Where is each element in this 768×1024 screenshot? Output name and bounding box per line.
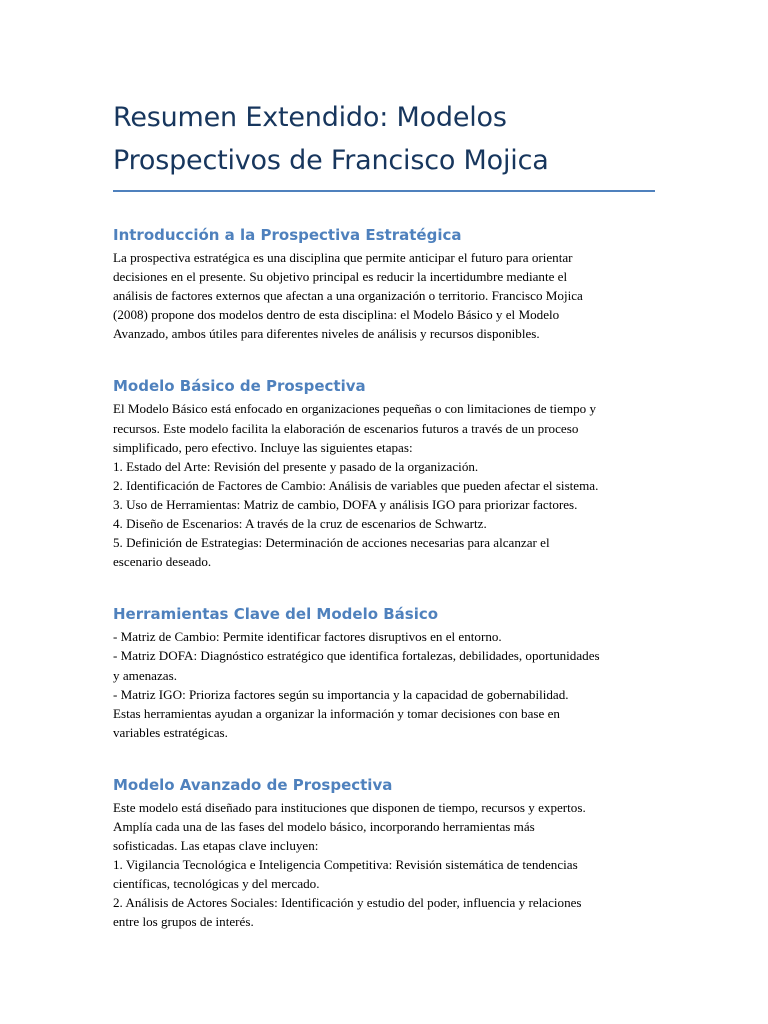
section-heading: Modelo Avanzado de Prospectiva	[113, 775, 393, 794]
list-item: escenario deseado.	[113, 554, 212, 570]
section-heading: Herramientas Clave del Modelo Básico	[113, 605, 439, 624]
section-paragraph	[113, 627, 658, 742]
list-item: - Matriz DOFA: Diagnóstico estratégico que identifica fortalezas, debilidades, oportunidades	[113, 648, 600, 664]
paragraph-line: Este modelo está diseñado para instituciones que disponen de tiempo, recursos y expertos.	[113, 799, 586, 815]
title-underline-rule	[113, 190, 655, 192]
list-item: entre los grupos de interés.	[113, 914, 254, 930]
list-item: 1. Estado del Arte: Revisión del presente y pasado de la organización.	[113, 458, 479, 474]
paragraph-line: Estas herramientas ayudan a organizar la información y tomar decisiones con base en	[113, 705, 560, 721]
paragraph-line: decisiones en el presente. Su objetivo principal es reducir la incertidumbre mediante el	[113, 269, 568, 285]
paragraph-line: variables estratégicas.	[113, 724, 228, 740]
section-modelo-avanzado	[113, 774, 658, 932]
paragraph-line: (2008) propone dos modelos dentro de esta disciplina: el Modelo Básico y el Modelo	[113, 307, 560, 323]
paragraph-line: Amplía cada una de las fases del modelo básico, incorporando herramientas más	[113, 818, 535, 834]
section-heading: Introducción a la Prospectiva Estratégica	[113, 226, 462, 244]
list-item: 2. Identificación de Factores de Cambio: Análisis de variables que pueden afectar el sistema.	[113, 477, 599, 493]
list-item: 5. Definición de Estrategias: Determinación de acciones necesarias para alcanzar el	[113, 535, 550, 551]
paragraph-line: Avanzado, ambos útiles para diferentes niveles de análisis y recursos disponibles.	[113, 326, 540, 342]
list-item: y amenazas.	[113, 667, 177, 683]
list-item: 1. Vigilancia Tecnológica e Inteligencia Competitiva: Revisión sistemática de tendencias	[113, 857, 578, 873]
section-heading: Modelo Básico de Prospectiva	[113, 377, 366, 396]
section-paragraph	[113, 399, 658, 571]
document-title-line-2: Prospectivos de Francisco Mojica	[113, 145, 549, 176]
document-title	[113, 96, 658, 182]
list-item: - Matriz IGO: Prioriza factores según su importancia y la capacidad de gobernabilidad.	[113, 686, 569, 702]
list-item: 3. Uso de Herramientas: Matriz de cambio, DOFA y análisis IGO para priorizar factores.	[113, 496, 578, 512]
section-herramientas-clave	[113, 603, 658, 742]
paragraph-line: El Modelo Básico está enfocado en organizaciones pequeñas o con limitaciones de tiempo y	[113, 401, 596, 417]
document-title-line-1: Resumen Extendido: Modelos	[113, 102, 507, 133]
paragraph-line: sofisticadas. Las etapas clave incluyen:	[113, 838, 319, 854]
section-paragraph	[113, 248, 658, 343]
section-introduccion	[113, 224, 658, 343]
paragraph-line: recursos. Este modelo facilita la elaboración de escenarios futuros a través de un proceso	[113, 420, 579, 436]
list-item: 2. Análisis de Actores Sociales: Identificación y estudio del poder, influencia y relaciones	[113, 895, 582, 911]
list-item: 4. Diseño de Escenarios: A través de la cruz de escenarios de Schwartz.	[113, 516, 487, 532]
paragraph-line: La prospectiva estratégica es una disciplina que permite anticipar el futuro para orientar	[113, 250, 573, 265]
paragraph-line: análisis de factores externos que afectan a una organización o territorio. Francisco Mojica	[113, 288, 583, 304]
section-paragraph	[113, 798, 658, 932]
document-page	[113, 0, 658, 932]
paragraph-line: simplificado, pero efectivo. Incluye las siguientes etapas:	[113, 439, 413, 455]
list-item: - Matriz de Cambio: Permite identificar factores disruptivos en el entorno.	[113, 629, 502, 645]
section-modelo-basico	[113, 375, 658, 571]
list-item: científicas, tecnológicas y del mercado.	[113, 876, 320, 892]
